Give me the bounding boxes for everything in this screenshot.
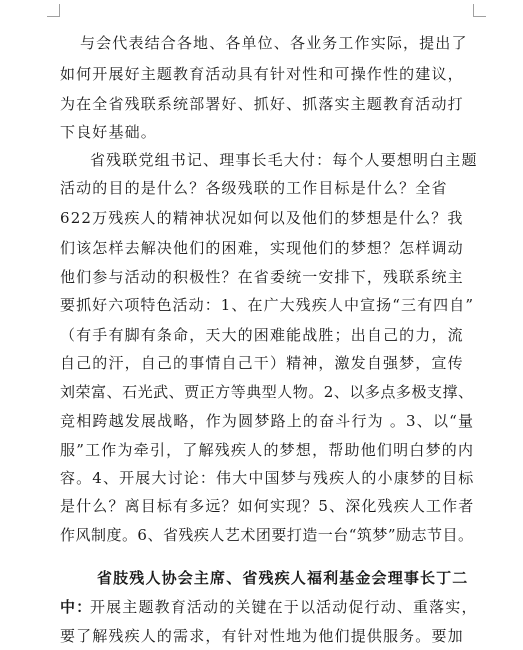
paragraph-line: 是什么？离目标有多远？如何实现？5、深化残疾人工作者 bbox=[60, 497, 475, 515]
paragraph-line: 要了解残疾人的需求，有针对性地为他们提供服务。要加 bbox=[60, 627, 464, 645]
page-corner-mark-top-left bbox=[47, 4, 60, 17]
paragraph-line: 开展主题教育活动的关键在于以活动促行动、重落实， bbox=[90, 598, 478, 616]
paragraph-line: 们该怎样去解决他们的困难，实现他们的梦想？怎样调动 bbox=[60, 239, 464, 257]
paragraph-line: 622万残疾人的精神状况如何以及他们的梦想是什么？我 bbox=[60, 209, 464, 227]
paragraph-line: 如何开展好主题教育活动具有针对性和可操作性的建议， bbox=[60, 65, 464, 83]
paragraph-line: 容。4、开展大讨论：伟大中国梦与残疾人的小康梦的目标 bbox=[60, 469, 475, 487]
page-corner-mark-top-right bbox=[473, 4, 486, 17]
paragraph-line: 自己的汗，自己的事情自己干）精神，激发自强梦，宣传 bbox=[60, 354, 464, 372]
paragraph-line: 要抓好六项特色活动：1、在广大残疾人中宣扬“三有四自” bbox=[60, 296, 473, 314]
speaker-title-line: 省肢残人协会主席、省残疾人福利基金会理事长丁二 bbox=[97, 569, 469, 587]
paragraph-line: 省残联党组书记、理事长毛大付：每个人要想明白主题 bbox=[90, 151, 478, 169]
paragraph-line: 刘荣富、石光武、贾正方等典型人物。2、以多点多极支撑、 bbox=[60, 383, 473, 401]
paragraph-line: 服”工作为牵引，了解残疾人的梦想，帮助他们明白梦的内 bbox=[60, 441, 473, 459]
paragraph-line: 下良好基础。 bbox=[60, 123, 157, 141]
paragraph-line: 作风制度。6、省残疾人艺术团要打造一台“筑梦”励志节目。 bbox=[60, 526, 473, 544]
paragraph-line: 为在全省残联系统部署好、抓好、抓落实主题教育活动打 bbox=[60, 95, 464, 113]
paragraph-line: 活动的目的是什么？各级残联的工作目标是什么？全省 bbox=[60, 179, 448, 197]
speaker-title-end: 中： bbox=[60, 598, 93, 616]
paragraph-line: （有手有脚有条命，天大的困难能战胜；出自己的力，流 bbox=[60, 326, 464, 344]
paragraph-line: 竞相跨越发展战略，作为圆梦路上的奋斗行为 。3、以“量 bbox=[60, 412, 473, 430]
paragraph-line: 他们参与活动的积极性？在省委统一安排下，残联系统主 bbox=[60, 268, 464, 286]
paragraph-line: 与会代表结合各地、各单位、各业务工作实际，提出了 bbox=[80, 34, 468, 52]
